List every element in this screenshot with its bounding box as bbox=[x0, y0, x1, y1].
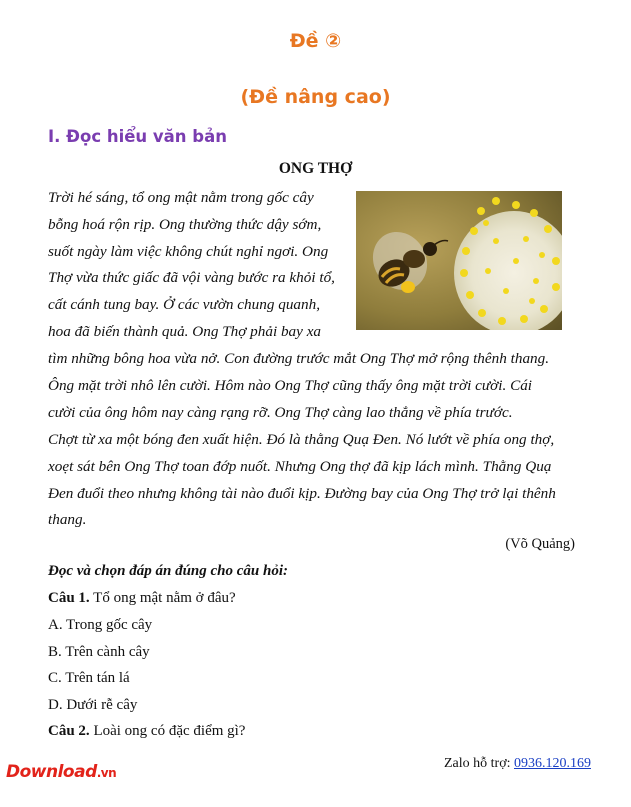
story-line: xoẹt sát bên Ong Thợ toan đớp nuốt. Nhưng Ong thợ đã kịp lách mình. Thằng Quạ bbox=[48, 458, 552, 475]
question-1-option-d: D. Dưới rễ cây bbox=[48, 697, 138, 713]
question-instruction: Đọc và chọn đáp án đúng cho câu hỏi: bbox=[48, 563, 289, 579]
story-line: Thợ vừa thức giấc đã vội vàng bước ra khỏi tổ, bbox=[48, 269, 335, 286]
bee-photo bbox=[356, 191, 562, 330]
question-1-option-a: A. Trong gốc cây bbox=[48, 617, 153, 633]
zalo-support bbox=[444, 756, 591, 772]
story-line: Trời hé sáng, tổ ong mật nằm trong gốc cây bbox=[48, 189, 314, 206]
zalo-phone-link[interactable]: 0936.120.169 bbox=[514, 756, 591, 771]
story-title: ONG THỢ bbox=[278, 160, 353, 177]
story-line: Chợt từ xa một bóng đen xuất hiện. Đó là thằng Quạ Đen. Nó lướt về phía ong thợ, bbox=[48, 431, 555, 448]
story-line: thang. bbox=[48, 511, 87, 528]
question-1-text: Tổ ong mật nằm ở đâu? bbox=[89, 590, 236, 606]
story-line: Ông mặt trời nhô lên cười. Hôm nào Ong Thợ cũng thấy ông mặt trời cười. Cái bbox=[48, 377, 533, 394]
logo-main: Download bbox=[6, 762, 97, 782]
logo-suffix: .vn bbox=[96, 766, 117, 780]
story-line: Đen đuổi theo nhưng không tài nào đuổi kịp. Đường bay của Ong Thợ trở lại thênh bbox=[48, 485, 556, 502]
exam-title: Đề ② bbox=[289, 30, 342, 52]
question-1-label: Câu 1. bbox=[48, 590, 90, 606]
story-line: cất cánh tung bay. Ở các vườn chung quanh, bbox=[48, 296, 320, 313]
question-2 bbox=[48, 723, 245, 740]
question-1-option-b: B. Trên cành cây bbox=[48, 644, 150, 660]
story-line: cười của ông hôm nay càng rạng rỡ. Ong Thợ càng lao thẳng về phía trước. bbox=[48, 404, 513, 421]
question-2-label: Câu 2. bbox=[48, 723, 90, 739]
story-line: tìm những bông hoa vừa nở. Con đường trước mắt Ong Thợ mở rộng thênh thang. bbox=[48, 350, 550, 367]
story-line: hoa đã biến thành quả. Ong Thợ phải bay xa bbox=[48, 323, 322, 340]
story-author: (Võ Quảng) bbox=[505, 536, 575, 552]
section-title: I. Đọc hiểu văn bản bbox=[48, 127, 227, 146]
question-1-option-c: C. Trên tán lá bbox=[48, 670, 130, 686]
download-vn-logo[interactable] bbox=[6, 762, 116, 782]
zalo-label: Zalo hỗ trợ: bbox=[444, 756, 514, 771]
question-2-text: Loài ong có đặc điểm gì? bbox=[89, 723, 246, 739]
question-1 bbox=[48, 590, 236, 607]
story-line: bỗng hoá rộn rịp. Ong thường thức dậy sớm, bbox=[48, 216, 322, 233]
story-line: suốt ngày làm việc không chút nghỉ ngơi. Ong bbox=[48, 243, 329, 260]
exam-subtitle: (Đề nâng cao) bbox=[240, 86, 391, 108]
